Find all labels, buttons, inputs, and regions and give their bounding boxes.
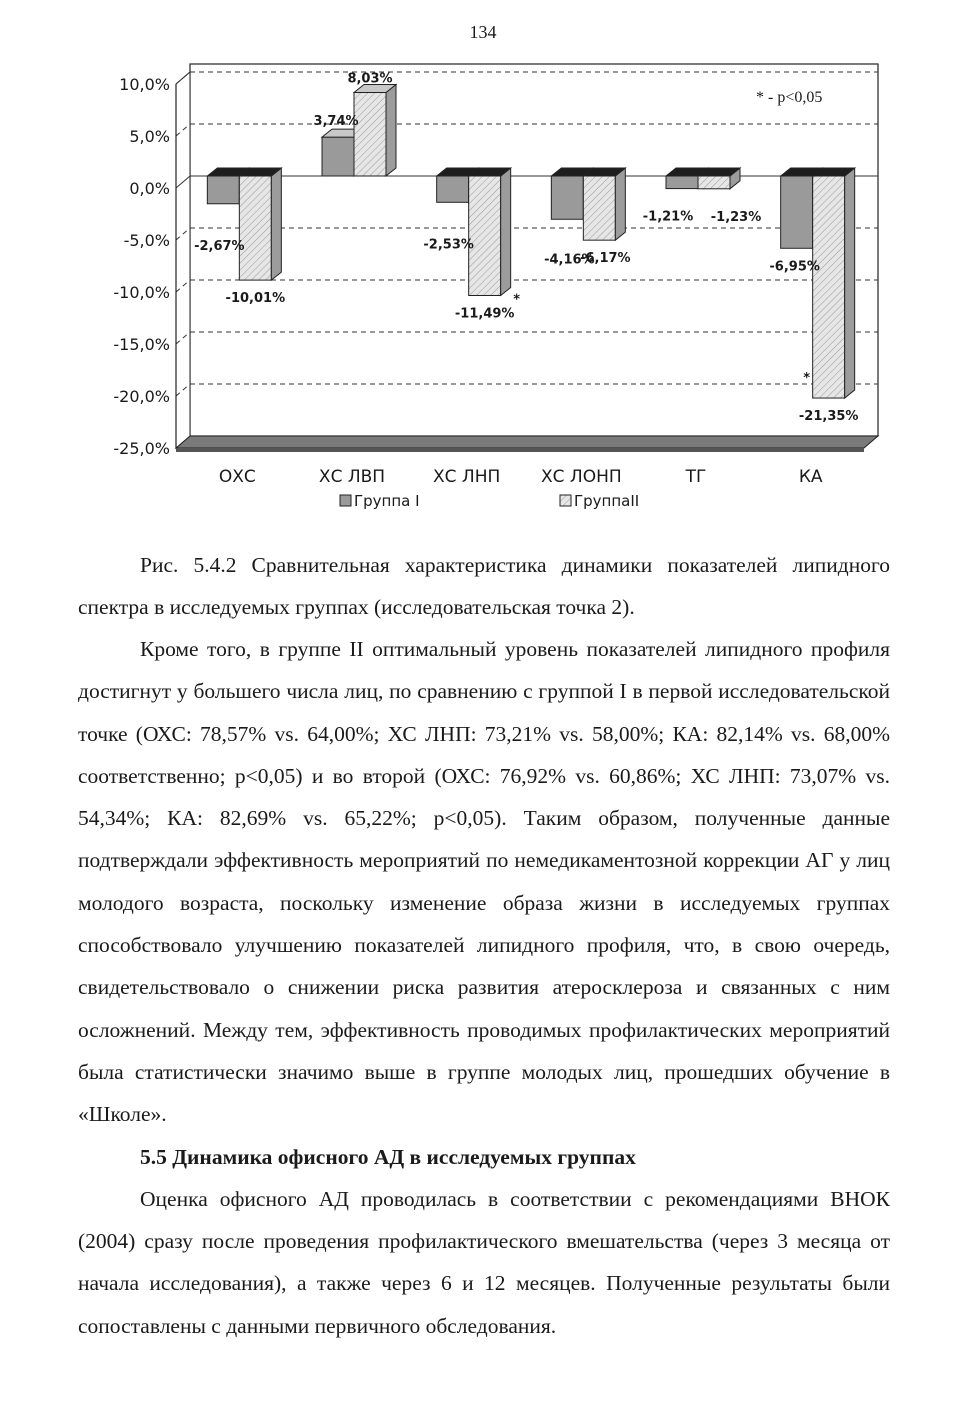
body-text	[78, 628, 890, 1347]
data-label: -1,21%	[642, 209, 694, 225]
figure-caption: Рис. 5.4.2 Сравнительная характеристика динамики показателей липидного спектра в исследуемых группах (исследовательская точка 2).	[78, 553, 890, 619]
significance-mark: *	[803, 371, 811, 387]
bar-side	[386, 84, 396, 176]
data-label: -2,67%	[194, 238, 245, 254]
bar	[583, 176, 615, 240]
data-label: 8,03%	[347, 71, 393, 87]
chart-back-wall	[190, 64, 878, 436]
category-labels	[219, 467, 823, 487]
bar	[239, 176, 271, 280]
chart-floor-edge	[176, 448, 864, 452]
paragraph: Кроме того, в группе II оптимальный уровень показателей липидного профиля достигнут у большего числа лиц, по сравнению с группой I в первой исследовательской точке (ОХС: 78,57% vs. 64,00%; ХС ЛНП: 73,21% vs. 58,00%; КА: 82,14% vs. 68,00% соответственно; p<0,05) и во второй (ОХС: 76,92% vs. 60,86%; ХС ЛНП: 73,07% vs. 54,34%; КА: 82,69% vs. 65,22%; p<0,05). Таким образом, полученные данные подтверждали эффективность мероприятий по немедикаментозной коррекции АГ у лиц молодого возраста, поскольку изменение образа жизни в исследуемых группах способствовало улучшению показателей липидного профиля, что, в свою очередь, свидетельствовало о снижении риска развития атеросклероза и связанных с ним осложнений. Между тем, эффективность проводимых профилактических мероприятий была статистически значимо выше в группе молодых лиц, прошедших обучение в «Школе».	[78, 637, 890, 1127]
legend-swatch	[340, 495, 351, 506]
bar-side	[615, 168, 625, 240]
data-label: -1,23%	[710, 209, 762, 225]
category-label: ХС ЛВП	[318, 467, 386, 487]
data-label: -6,95%	[769, 259, 820, 275]
bar-chart	[72, 56, 892, 526]
category-label: ТГ	[685, 467, 707, 487]
y-tick-label: -25,0%	[113, 439, 170, 458]
category-label: ХС ЛНП	[433, 467, 501, 487]
chart-floor	[176, 436, 878, 448]
bar	[322, 137, 354, 176]
y-axis-ticks	[113, 75, 176, 458]
significance-mark: *	[513, 292, 521, 308]
bar-side	[271, 168, 281, 280]
y-tick-label: -15,0%	[113, 335, 170, 354]
y-tick-label: 0,0%	[129, 179, 170, 198]
bar	[781, 176, 813, 248]
data-label: 3,74%	[313, 114, 359, 130]
y-tick-label: 5,0%	[129, 127, 170, 146]
data-label: -21,35%	[798, 409, 859, 425]
y-tick-label: -5,0%	[123, 231, 170, 250]
legend-label: Группа I	[354, 492, 420, 510]
section-heading: 5.5 Динамика офисного АД в исследуемых группах	[140, 1144, 636, 1169]
legend-swatch	[560, 495, 571, 506]
bar	[207, 176, 239, 204]
paragraph: Оценка офисного АД проводилась в соответствии с рекомендациями ВНОК (2004) сразу после проведения профилактического вмешательства (через 3 месяца от начала исследования), а также через 6 и 12 месяцев. Полученные результаты были сопоставлены с данными первичного обследования.	[78, 1186, 890, 1338]
bar	[666, 176, 698, 189]
bar	[698, 176, 730, 189]
bar	[437, 176, 469, 202]
data-label: -10,01%	[225, 291, 286, 307]
y-tick-label: 10,0%	[119, 75, 170, 94]
y-tick-label: -20,0%	[113, 387, 170, 406]
bar	[551, 176, 583, 219]
page-number: 134	[469, 22, 497, 42]
bar	[354, 92, 386, 176]
data-label: -11,49%	[454, 306, 515, 322]
bar-side	[845, 168, 855, 398]
legend	[340, 492, 639, 510]
chart-side-wall	[176, 72, 190, 448]
category-label: ОХС	[218, 467, 256, 487]
significance-note: * - p<0,05	[756, 89, 823, 106]
data-label: -2,53%	[423, 237, 474, 253]
category-label: КА	[798, 467, 823, 487]
data-label: -6,17%	[580, 251, 631, 267]
bar-side	[501, 168, 511, 295]
data-label: -4,16%	[544, 252, 595, 268]
legend-label: ГруппаII	[574, 492, 640, 510]
y-tick-label: -10,0%	[113, 283, 170, 302]
bar	[469, 176, 501, 295]
category-label: ХС ЛОНП	[541, 467, 622, 487]
bar	[813, 176, 845, 398]
